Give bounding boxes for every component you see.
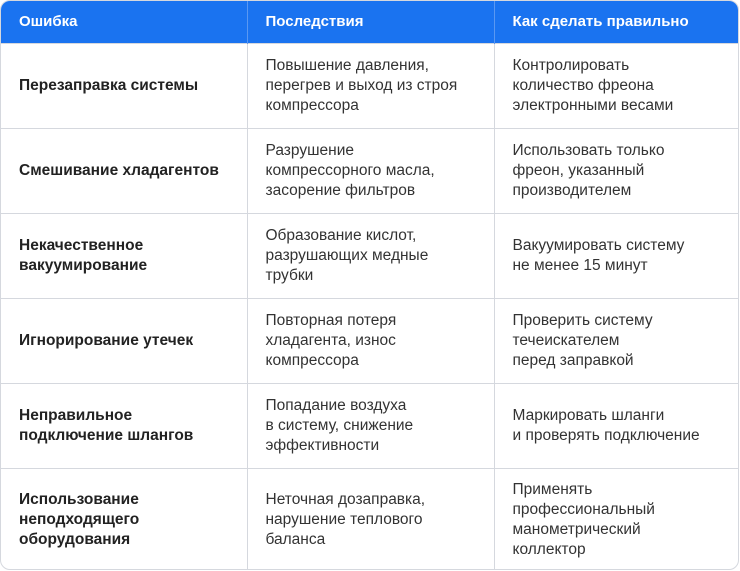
header-consequence: Последствия <box>247 1 494 43</box>
consequence-cell: Разрушение компрессорного масла, засорение фильтров <box>247 128 494 213</box>
fix-cell: Применять профессиональный манометрический коллектор <box>494 468 739 570</box>
error-cell: Использование неподходящего оборудования <box>1 468 247 570</box>
table-row <box>1 213 739 298</box>
header-fix: Как сделать правильно <box>494 1 739 43</box>
error-cell: Игнорирование утечек <box>1 298 247 383</box>
fix-cell: Проверить систему течеискателем перед заправкой <box>494 298 739 383</box>
table-header-row <box>1 1 739 43</box>
error-cell: Некачественное вакуумирование <box>1 213 247 298</box>
table-row <box>1 298 739 383</box>
table-row <box>1 43 739 128</box>
fix-cell: Контролировать количество фреона электронными весами <box>494 43 739 128</box>
consequence-cell: Неточная дозаправка, нарушение теплового баланса <box>247 468 494 570</box>
fix-cell: Маркировать шланги и проверять подключение <box>494 383 739 468</box>
consequence-cell: Образование кислот, разрушающих медные трубки <box>247 213 494 298</box>
errors-table <box>1 1 739 570</box>
table-row <box>1 468 739 570</box>
error-cell: Перезаправка системы <box>1 43 247 128</box>
consequence-cell: Повторная потеря хладагента, износ компрессора <box>247 298 494 383</box>
fix-cell: Использовать только фреон, указанный производителем <box>494 128 739 213</box>
consequence-cell: Попадание воздуха в систему, снижение эффективности <box>247 383 494 468</box>
header-error: Ошибка <box>1 1 247 43</box>
table-row <box>1 128 739 213</box>
error-cell: Смешивание хладагентов <box>1 128 247 213</box>
consequence-cell: Повышение давления, перегрев и выход из строя компрессора <box>247 43 494 128</box>
error-cell: Неправильное подключение шлангов <box>1 383 247 468</box>
fix-cell: Вакуумировать систему не менее 15 минут <box>494 213 739 298</box>
table-row <box>1 383 739 468</box>
